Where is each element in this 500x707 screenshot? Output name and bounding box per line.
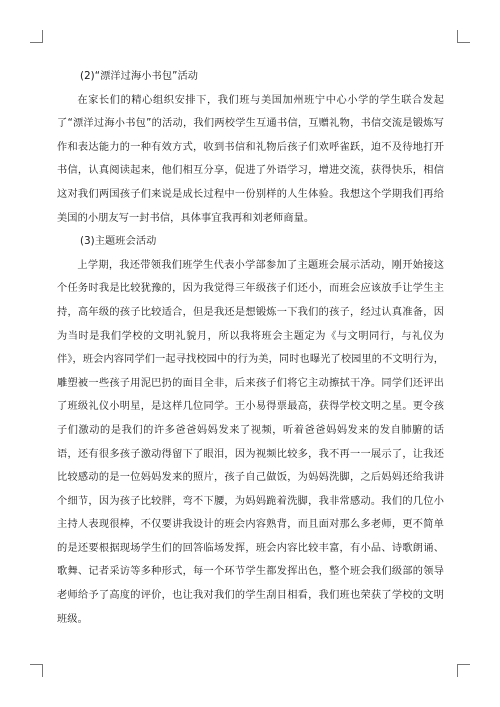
crop-mark-bottom-right (457, 664, 470, 677)
section-heading-book-bag: (2)“漂洋过海小书包”活动 (80, 71, 199, 82)
document-body (57, 65, 444, 631)
section-heading-class-meeting: (3)主题班会活动 (80, 236, 157, 248)
paragraph-class-meeting-activity: 上学期，我还带领我们班学生代表小学部参加了主题班会展示活动，刚开始接这个任务时我是比较犹豫的，因为我觉得三年级孩子们还小，而班会应该放手让学生主持，高年级的孩子比较适合，但是我还是想锻炼一下我们的孩子，经过认真准备，因为当时是我们学校的文明礼貌月，所以我将班会主题定为《与文明同行，与礼仪为伴》，班会内容同学们一起寻找校园中的行为美，同时也曝光了校园里的不文明行为，雕塑被一些孩子用泥巴扔的面目全非，后来孩子们将它主动擦拭干净。同学们还评出了班级礼仪小明星，是这样几位同学。王小易得票最高，获得学校文明之星。更令孩子们激动的是我们的许多爸爸妈妈发来了视频，听着爸爸妈妈发来的发自肺腑的话语，还有很多孩子激动得留下了眼泪，因为视频比较多，我不再一一展示了，让我还比较感动的是一位妈妈发来的照片，孩子自己做饭，为妈妈洗脚，之后妈妈还给我讲个细节，因为孩子比较胖，弯不下腰，为妈妈跪着洗脚，我非常感动。我们的几位小主持人表现很棒，不仅要讲我设计的班会内容熟背，而且面对那么多老师，更不简单的是还要根据现场学生们的回答临场发挥，班会内容比较丰富，有小品、诗歌朗诵、歌舞、记者采访等多种形式，每一个环节学生都发挥出色，整个班会我们级部的领导老师给予了高度的评价，也让我对我们的学生刮目相看，我们班也荣获了学校的文明班级。 (57, 259, 444, 625)
crop-mark-bottom-left (30, 664, 43, 677)
crop-mark-top-right (457, 30, 470, 43)
paragraph-book-bag-activity: 在家长们的精心组织安排下，我们班与美国加州班宁中心小学的学生联合发起了“漂洋过海小书包”的活动，我们两校学生互通书信，互赠礼物，书信交流是锻炼写作和表达能力的一种有效方式，收到书信和礼物后孩子们欢呼雀跃，迫不及待地打开书信，认真阅读起来，他们相互分享，促进了外语学习，增进交流，获得快乐，相信这对我们两国孩子们来说是成长过程中一份别样的人生体验。我想这个学期我们再给美国的小朋友写一封书信，具体事宜我再和刘老师商量。 (57, 94, 444, 224)
crop-mark-top-left (30, 30, 43, 43)
